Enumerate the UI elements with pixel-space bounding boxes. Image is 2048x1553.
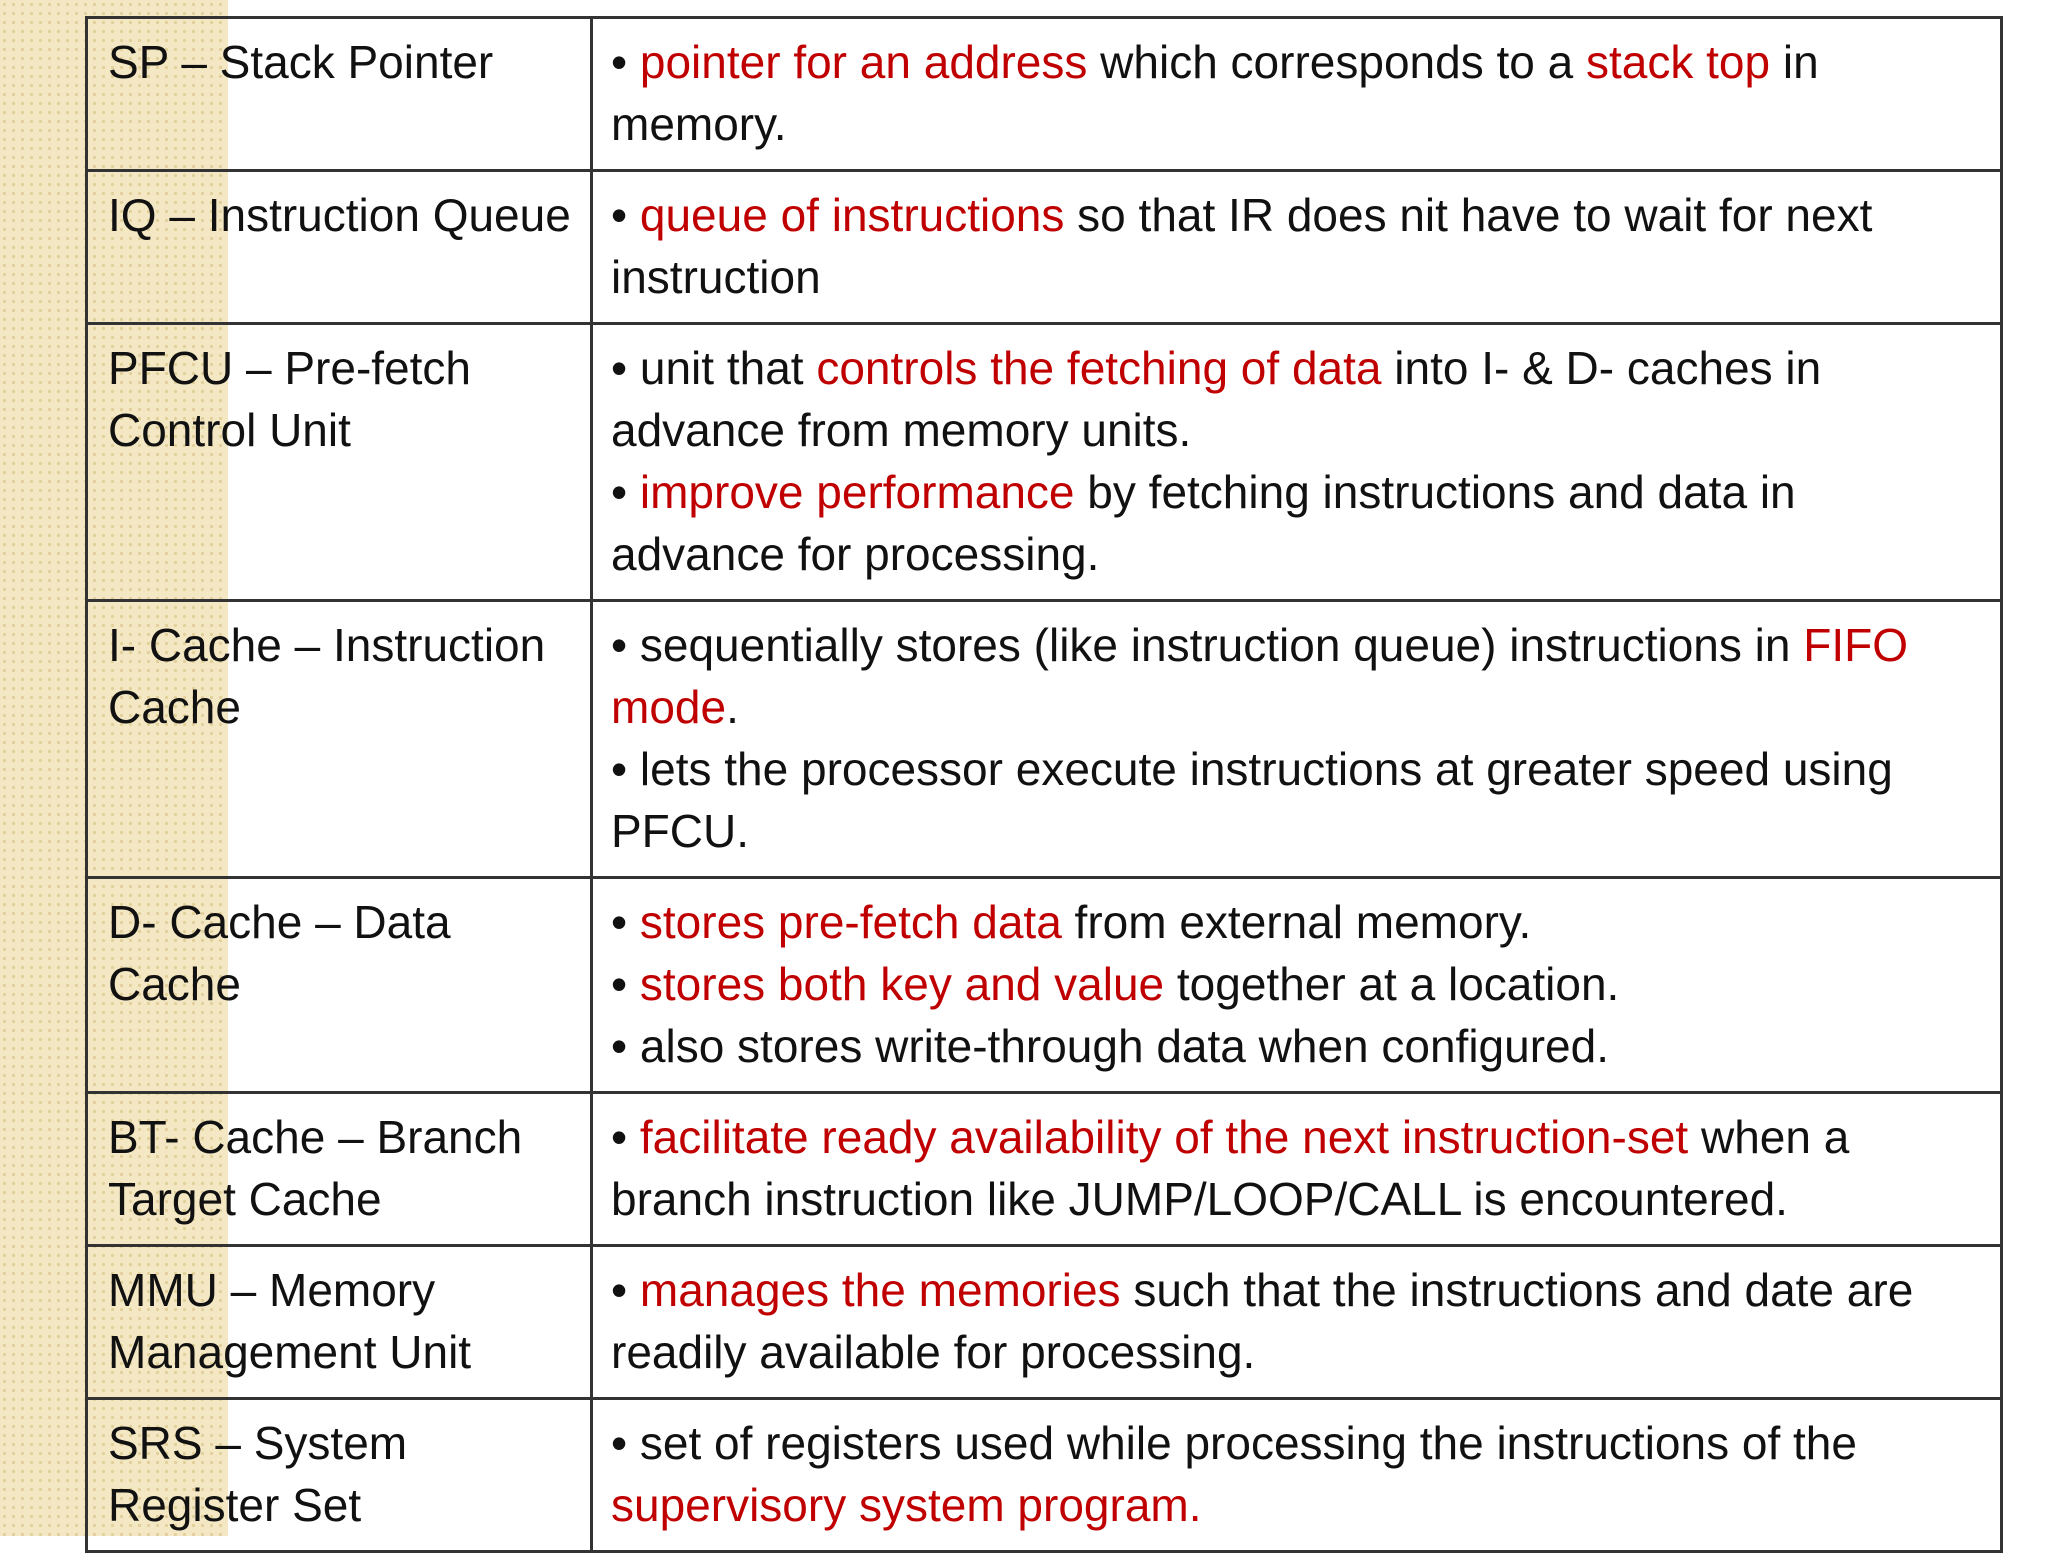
bullet-icon: • <box>611 1111 628 1163</box>
highlighted-text: supervisory system program. <box>611 1479 1202 1531</box>
description-text: in memory. <box>611 36 1819 150</box>
table-row <box>87 601 2002 878</box>
description-text: from external memory. <box>1061 896 1532 948</box>
bullet-icon: • <box>611 342 628 394</box>
bullet-item <box>611 1259 1976 1383</box>
description-text: which corresponds to a <box>1087 36 1586 88</box>
bullet-icon: • <box>611 1417 628 1469</box>
description-cell <box>592 878 2002 1093</box>
description-text: sequentially stores (like instruction queue) instructions in <box>639 619 1804 671</box>
description-text: lets the processor execute instructions at greater speed using PFCU. <box>611 743 1893 857</box>
highlighted-text: stores both key and value <box>639 958 1165 1010</box>
description-text: by fetching instructions and data in advance for processing. <box>611 466 1796 580</box>
bullet-icon: • <box>611 619 628 671</box>
term-cell: SRS – System Register Set <box>87 1399 592 1552</box>
table-row <box>87 324 2002 601</box>
bullet-item <box>611 953 1976 1015</box>
term-cell: BT- Cache – Branch Target Cache <box>87 1093 592 1246</box>
bullet-icon: • <box>611 189 628 241</box>
highlighted-text: stack top <box>1585 36 1771 88</box>
description-cell <box>592 171 2002 324</box>
term-cell: SP – Stack Pointer <box>87 18 592 171</box>
bullet-icon: • <box>611 958 628 1010</box>
term-cell: MMU – Memory Management Unit <box>87 1246 592 1399</box>
bullet-icon: • <box>611 36 628 88</box>
bullet-item <box>611 1106 1976 1230</box>
description-text: also stores write-through data when configured. <box>639 1020 1609 1072</box>
description-cell <box>592 1093 2002 1246</box>
table-row <box>87 1246 2002 1399</box>
description-cell <box>592 601 2002 878</box>
bullet-item <box>611 1015 1976 1077</box>
bullet-icon: • <box>611 1020 628 1072</box>
table-row <box>87 18 2002 171</box>
description-text: when a branch instruction like JUMP/LOOP/CALL is encountered. <box>611 1111 1850 1225</box>
highlighted-text: queue of instructions <box>639 189 1065 241</box>
description-text: together at a location. <box>1164 958 1620 1010</box>
bullet-item <box>611 891 1976 953</box>
term-cell: PFCU – Pre-fetch Control Unit <box>87 324 592 601</box>
term-cell: D- Cache – Data Cache <box>87 878 592 1093</box>
bullet-icon: • <box>611 743 628 795</box>
highlighted-text: controls the fetching of data <box>816 342 1382 394</box>
description-text: into I- & D- caches in advance from memory units. <box>611 342 1822 456</box>
bullet-item <box>611 31 1976 155</box>
bullet-item <box>611 461 1976 585</box>
table-row <box>87 171 2002 324</box>
highlighted-text: improve performance <box>639 466 1075 518</box>
highlighted-text: FIFO mode <box>611 619 1908 733</box>
description-cell <box>592 324 2002 601</box>
description-text: unit that <box>639 342 817 394</box>
highlighted-text: manages the memories <box>639 1264 1121 1316</box>
table-row <box>87 1399 2002 1552</box>
table-row <box>87 878 2002 1093</box>
description-text: so that IR does nit have to wait for next instruction <box>611 189 1873 303</box>
highlighted-text: facilitate ready availability of the next instruction-set <box>639 1111 1689 1163</box>
term-cell: I- Cache – Instruction Cache <box>87 601 592 878</box>
bullet-icon: • <box>611 1264 628 1316</box>
bullet-icon: • <box>611 896 628 948</box>
term-cell: IQ – Instruction Queue <box>87 171 592 324</box>
description-cell <box>592 1399 2002 1552</box>
table-body <box>87 18 2002 1552</box>
bullet-icon: • <box>611 466 628 518</box>
bullet-item <box>611 1412 1976 1536</box>
component-table <box>85 16 2003 1553</box>
bullet-item <box>611 337 1976 461</box>
description-text: set of registers used while processing the instructions of the <box>639 1417 1857 1469</box>
bullet-item <box>611 738 1976 862</box>
description-cell <box>592 18 2002 171</box>
description-text: such that the instructions and date are readily available for processing. <box>611 1264 1914 1378</box>
bullet-item <box>611 184 1976 308</box>
description-cell <box>592 1246 2002 1399</box>
highlighted-text: stores pre-fetch data <box>639 896 1062 948</box>
highlighted-text: pointer for an address <box>639 36 1088 88</box>
description-text: . <box>726 681 739 733</box>
bullet-item <box>611 614 1976 738</box>
table-row <box>87 1093 2002 1246</box>
